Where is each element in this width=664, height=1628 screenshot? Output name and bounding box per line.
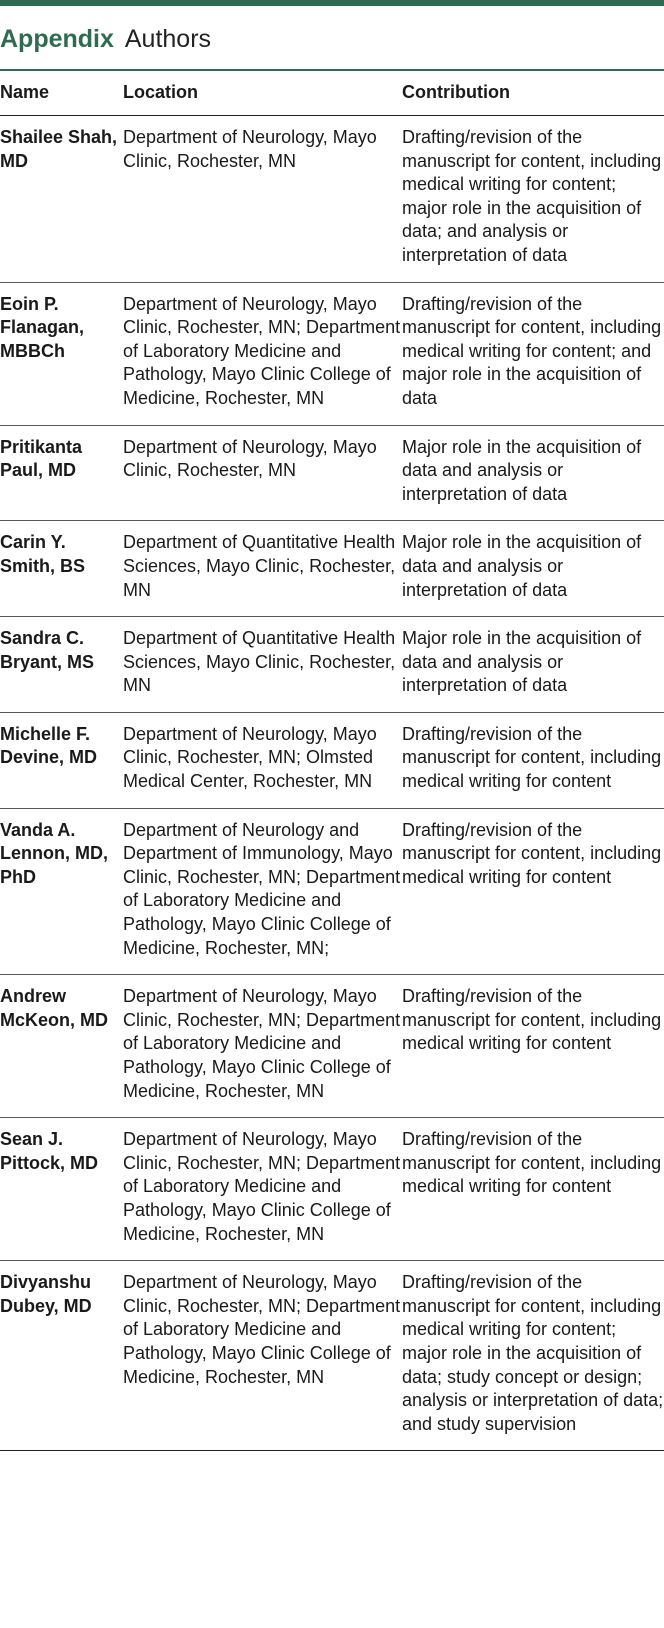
author-contribution: Drafting/revision of the manuscript for content, including medical writing for content; and major role in the acquisition of data [402, 293, 662, 408]
table-row [0, 1261, 664, 1451]
author-name: Michelle F. Devine, MD [0, 723, 98, 768]
table-header-row [0, 71, 664, 116]
author-contribution: Drafting/revision of the manuscript for content, including medical writing for content [402, 819, 662, 887]
author-contribution: Drafting/revision of the manuscript for content, including medical writing for content [402, 986, 662, 1054]
appendix-heading: Authors [124, 25, 212, 53]
table-row [0, 282, 664, 425]
header-location: Location [123, 71, 402, 116]
author-location: Department of Neurology, Mayo Clinic, Rochester, MN; Department of Laboratory Medicine and Pathology, Mayo Clinic College of Medicine, Rochester, MN [123, 1272, 401, 1387]
author-name: Shailee Shah, MD [0, 127, 118, 171]
table-row [0, 712, 664, 808]
author-location: Department of Quantitative Health Sciences, Mayo Clinic, Rochester, MN [123, 532, 396, 600]
author-contribution: Major role in the acquisition of data and analysis or interpretation of data [402, 532, 642, 600]
author-contribution: Drafting/revision of the manuscript for content, including medical writing for content [402, 723, 662, 792]
author-name: Vanda A. Lennon, MD, PhD [0, 819, 108, 887]
author-name: Andrew McKeon, MD [0, 986, 108, 1030]
appendix-title [0, 24, 211, 54]
author-name: Sean J. Pittock, MD [0, 1129, 99, 1173]
author-contribution: Major role in the acquisition of data and analysis or interpretation of data [402, 628, 642, 696]
author-location: Department of Quantitative Health Sciences, Mayo Clinic, Rochester, MN [123, 628, 396, 696]
author-name: Eoin P. Flanagan, MBBCh [0, 293, 85, 361]
author-name: Sandra C. Bryant, MS [0, 628, 95, 672]
author-contribution: Drafting/revision of the manuscript for content, including medical writing for content [402, 1129, 662, 1197]
appendix-label: Appendix [0, 25, 114, 53]
author-contribution: Major role in the acquisition of data and analysis or interpretation of data [402, 436, 642, 504]
author-location: Department of Neurology, Mayo Clinic, Rochester, MN [123, 436, 377, 481]
table-row [0, 808, 664, 975]
authors-table [0, 71, 664, 1451]
author-name: Pritikanta Paul, MD [0, 436, 83, 481]
table-row [0, 425, 664, 521]
author-location: Department of Neurology, Mayo Clinic, Rochester, MN; Department of Laboratory Medicine and Pathology, Mayo Clinic College of Medicine, Rochester, MN [123, 293, 401, 408]
author-name: Carin Y. Smith, BS [0, 532, 86, 576]
author-location: Department of Neurology, Mayo Clinic, Rochester, MN; Department of Laboratory Medicine and Pathology, Mayo Clinic College of Medicine, Rochester, MN [123, 1129, 401, 1244]
table-row [0, 116, 664, 283]
header-contribution: Contribution [402, 71, 664, 116]
header-name: Name [0, 71, 123, 116]
table-row [0, 1118, 664, 1261]
author-contribution: Drafting/revision of the manuscript for content, including medical writing for content; major role in the acquisition of data; and analysis or interpretation of data [402, 127, 662, 265]
top-accent-bar [0, 0, 664, 6]
author-location: Department of Neurology, Mayo Clinic, Rochester, MN; Department of Laboratory Medicine and Pathology, Mayo Clinic College of Medicine, Rochester, MN [123, 986, 401, 1101]
table-row [0, 617, 664, 713]
table-row [0, 521, 664, 617]
author-location: Department of Neurology, Mayo Clinic, Rochester, MN; Olmsted Medical Center, Rochester, MN [123, 723, 377, 792]
author-name: Divyanshu Dubey, MD [0, 1272, 92, 1316]
author-contribution: Drafting/revision of the manuscript for content, including medical writing for content; major role in the acquisition of data; study concept or design; analysis or interpretation of data; and study supervision [402, 1272, 664, 1434]
author-location: Department of Neurology, Mayo Clinic, Rochester, MN [123, 127, 377, 171]
table-row [0, 975, 664, 1118]
author-location: Department of Neurology and Department of Immunology, Mayo Clinic, Rochester, MN; Department of Laboratory Medicine and Pathology, Mayo Clinic College of Medicine, Rochester, MN; [123, 819, 401, 958]
